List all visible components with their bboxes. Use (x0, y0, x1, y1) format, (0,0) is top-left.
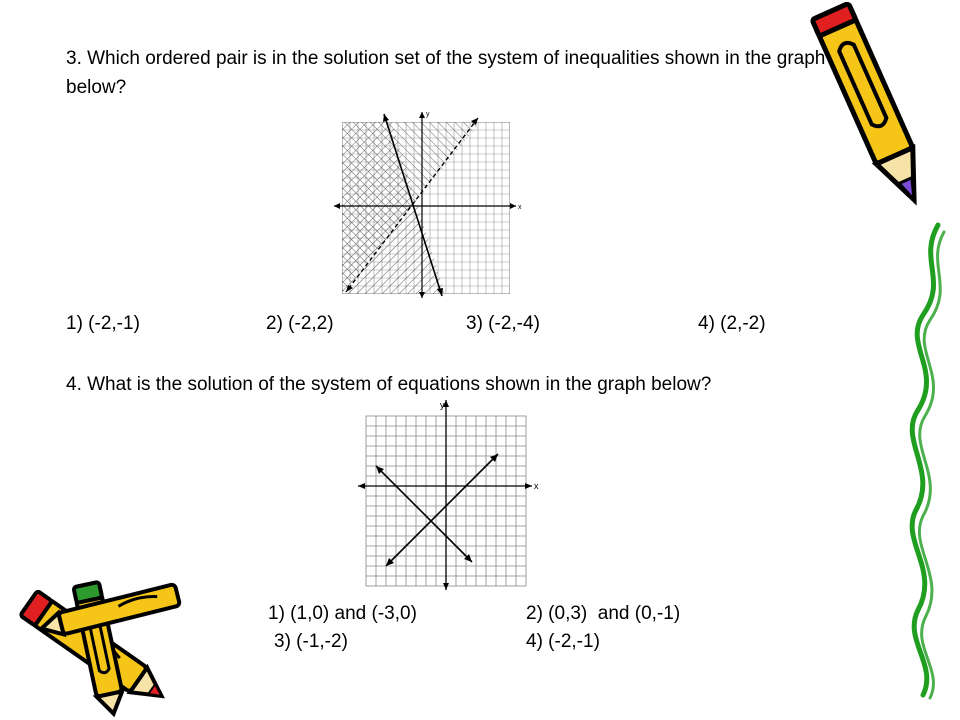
question-3-text: 3. Which ordered pair is in the solution set of the system of inequalities shown in the graph below? (66, 48, 826, 98)
q4-option-2: 2) (0,3) and (0,-1) (526, 603, 681, 624)
equations-graph (356, 396, 546, 592)
grid-lines (342, 122, 510, 294)
y-axis-label: y (426, 111, 430, 118)
q4-option-3: 3) (-1,-2) (274, 631, 348, 652)
squiggle-border (898, 220, 958, 700)
x-axis-label: x (518, 204, 522, 211)
q3-option-4: 4) (2,-2) (698, 313, 766, 334)
q3-option-2: 2) (-2,2) (266, 313, 334, 334)
question-4-text: 4. What is the solution of the system of equations shown in the graph below? (66, 374, 712, 395)
inequality-graph (330, 108, 526, 302)
pencils-icon (0, 575, 195, 717)
q4-option-1: 1) (1,0) and (-3,0) (268, 603, 417, 624)
pencil-icon (800, 2, 950, 227)
x-axis-label-2: x (534, 481, 539, 491)
y-axis-label-2: y (440, 400, 445, 410)
q4-option-4: 4) (-2,-1) (526, 631, 600, 652)
q3-option-3: 3) (-2,-4) (466, 313, 540, 334)
q3-option-1: 1) (-2,-1) (66, 313, 140, 334)
